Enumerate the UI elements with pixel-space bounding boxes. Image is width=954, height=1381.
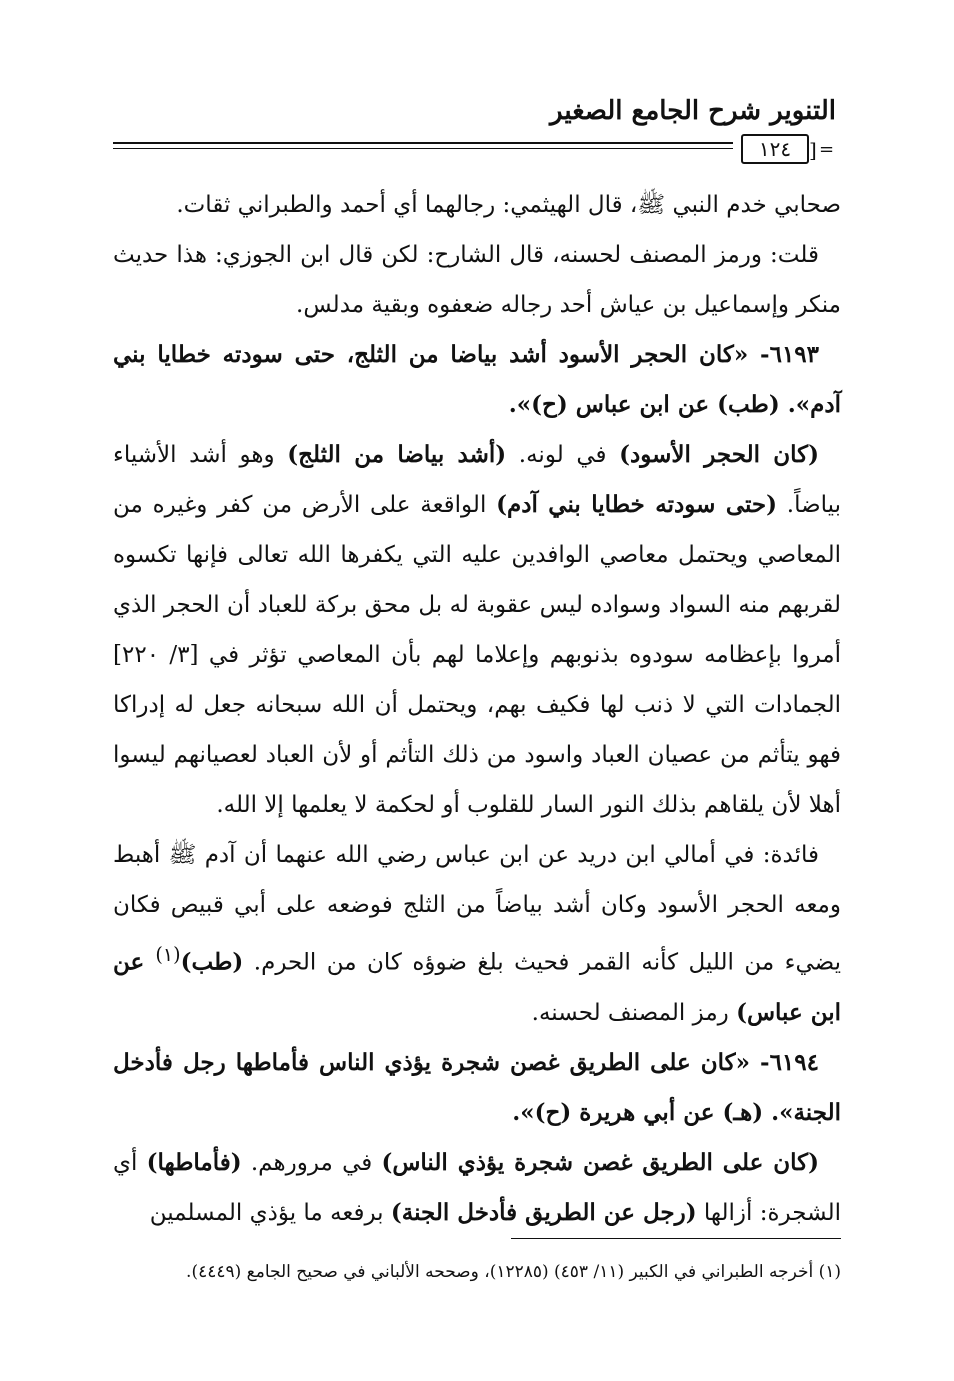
page-number-box: [741, 134, 809, 164]
commentary-text: وهو أشد الأشياء بياضاً.: [113, 442, 841, 518]
quoted-phrase: (كان الحجر الأسود): [619, 441, 820, 468]
quoted-phrase: (رجل عن الطريق فأدخل الجنة): [390, 1198, 697, 1226]
hadith-number: ٦١٩٣-: [748, 341, 820, 368]
quoted-phrase: (أشد بياضا من الثلج): [287, 441, 507, 468]
paragraph-4: [113, 830, 841, 1038]
paragraph-1: صحابي خدم النبي ﷺ، قال الهيثمي: رجالهما أي أحمد والطبراني ثقات.: [176, 192, 841, 218]
quoted-phrase: (كان على الطريق غصن شجرة يؤذي الناس): [381, 1148, 819, 1176]
commentary-text: الواقعة على الأرض من كفر وغيره من المعاصي ويحتمل معاصي الوافدين عليه التي يكفرها الله تعالى فإنها تكسوه لقربهم منه السواد وسواده ليس عقوبة له بل محق بركة للعباد أن الحجر الذي أمروا بإعظامه سودوه بذنوبهم وإعلاما لهم بأن المعاصي تؤثر في [٣/ ٢٢٠] الجمادات التي لا ذنب لها فكيف بهم، ويحتمل أن الله سبحانه جعل له إدراكا فهو يتأثم من عصيان العباد واسود من ذلك التأثم أو لأن العباد لعصيانهم ليسوا أهلا لأن يلقاهم بذلك النور السار للقلوب أو لحكمة لا يعلمها إلا الله.: [113, 492, 842, 818]
header-double-rule-bottom: [113, 148, 733, 149]
header-double-rule-top: [113, 142, 733, 144]
commentary-text: فائدة: في أمالي ابن دريد عن ابن عباس رضي الله عنهما أن آدم ﷺ أهبط ومعه الحجر الأسود وكان أشد بياضاً من الثلج فوضعه على أبي قبيص فكان يضيء من الليل كأنه القمر فحيث بلغ ضوؤه كان من الحرم.: [113, 842, 841, 976]
commentary-text: في مرورهم.: [241, 1149, 382, 1176]
commentary-text: رمز المصنف لحسنه.: [531, 999, 737, 1026]
hadith-text: «كان على الطريق غصن شجرة يؤذي الناس فأماطها رجل فأدخل الجنة». (هـ) عن أبي هريرة (ح)».: [113, 1048, 841, 1126]
running-title: التنوير شرح الجامع الصغير: [550, 96, 836, 126]
commentary-text: في لونه.: [506, 442, 620, 468]
commentary-text: برفعه ما يؤذي المسلمين: [149, 1199, 391, 1226]
quoted-phrase: (حتى سودته خطايا بني آدم): [496, 491, 778, 518]
quoted-phrase: عن ابن عباس): [113, 948, 841, 1026]
hadith-number: ٦١٩٤-: [749, 1048, 819, 1076]
paragraph-3: [113, 430, 841, 830]
commentary-text: أي الشجرة: أزالها: [113, 1149, 841, 1226]
header-rule: [113, 138, 845, 164]
header-rule-end: =: [819, 139, 835, 160]
page-number-bracket: ]: [809, 138, 817, 162]
hadith-text: «كان الحجر الأسود أشد بياضا من الثلج، حتى سودته خطايا بني آدم». (طب) عن ابن عباس (ح)».: [113, 341, 841, 418]
main-text: [113, 180, 841, 1238]
footnote-separator: [511, 1238, 841, 1239]
footnote-marker: (١): [155, 943, 181, 966]
paragraph-2: قلت: ورمز المصنف لحسنه، قال الشارح: لكن قال ابن الجوزي: هذا حديث منكر وإسماعيل بن عياش أحد رجاله ضعفوه وبقية مدلس.: [113, 242, 841, 318]
quoted-phrase: (طب): [180, 948, 244, 976]
quoted-phrase: (فأماطها): [146, 1148, 242, 1176]
footnote: (١) أخرجه الطبراني في الكبير (١١/ ٤٥٣) (١٢٢٨٥)، وصححه الألباني في صحيح الجامع (٤٤٤٩).: [186, 1262, 841, 1282]
hadith-6194: [113, 1038, 841, 1138]
page-number: ١٢٤: [758, 137, 792, 161]
paragraph-5: [113, 1138, 841, 1238]
hadith-6193: [113, 330, 841, 430]
